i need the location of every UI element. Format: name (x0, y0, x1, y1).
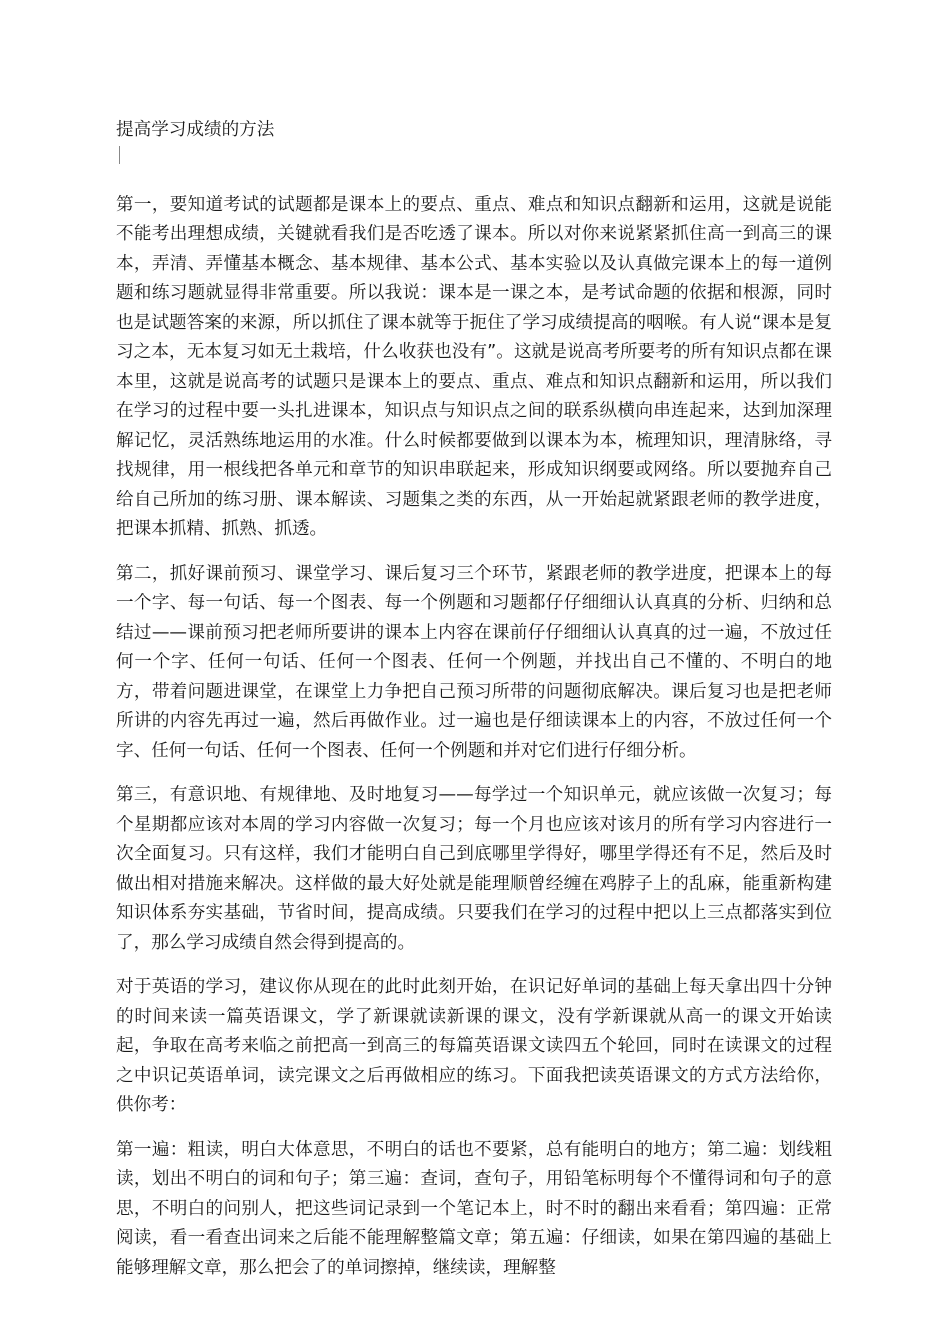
paragraph-4: 对于英语的学习，建议你从现在的此时此刻开始，在识记好单词的基础上每天拿出四十分钟的时间来读一篇英语课文，学了新课就读新课的课文，没有学新课就从高一的课文开始读起，争取在高考来临之前把高一到高三的每篇英语课文读四五个轮回，同时在读课文的过程之中识记英语单词，读完课文之后再做相应的练习。下面我把读英语课文的方式方法给你，供你考： (116, 977, 832, 1115)
paragraph-2: 第二，抓好课前预习、课堂学习、课后复习三个环节，紧跟老师的教学进度，把课本上的每一个字、每一句话、每一个图表、每一个例题和习题都仔仔细细认认真真的分析、归纳和总结过——课前预习把老师所要讲的课本上内容在课前仔仔细细认认真真的过一遍，不放过任何一个字、任何一句话、任何一个图表、任何一个例题，并找出自己不懂的、不明白的地方，带着问题进课堂，在课堂上力争把自己预习所带的问题彻底解决。课后复习也是把老师所讲的内容先再过一遍，然后再做作业。过一遍也是仔细读课本上的内容，不放过任何一个字、任何一句话、任何一个图表、任何一个例题和并对它们进行仔细分析。 (116, 563, 832, 761)
paragraph-1: 第一，要知道考试的试题都是课本上的要点、重点、难点和知识点翻新和运用，这就是说能不能考出理想成绩，关键就看我们是否吃透了课本。所以对你来说紧紧抓住高一到高三的课本，弄清、弄懂基本概念、基本规律、基本公式、基本实验以及认真做完课本上的每一道例题和练习题就显得非常重要。所以我说：课本是一课之本，是考试命题的依据和根源，同时也是试题答案的来源，所以抓住了课本就等于扼住了学习成绩提高的咽喉。有人说“课本是复习之本，无本复习如无土栽培，什么收获也没有”。这就是说高考所要考的所有知识点都在课本里，这就是说高考的试题只是课本上的要点、重点、难点和知识点翻新和运用，所以我们在学习的过程中要一头扎进课本，知识点与知识点之间的联系纵横向串连起来，达到加深理解记忆，灵活熟练地运用的水准。什么时候都要做到以课本为本，梳理知识，理清脉络，寻找规律，用一根线把各单元和章节的知识串联起来，形成知识纲要或网络。所以要抛弃自己给自己所加的练习册、课本解读、习题集之类的东西，从一开始起就紧跟老师的教学进度，把课本抓精、抓熟、抓透。 (116, 194, 832, 539)
document-title: 提高学习成绩的方法 (116, 120, 275, 140)
text-cursor-icon (119, 146, 120, 164)
document-body (116, 116, 832, 1283)
paragraph-3: 第三，有意识地、有规律地、及时地复习——每学过一个知识单元，就应该做一次复习；每个星期都应该对本周的学习内容做一次复习；每一个月也应该对该月的所有学习内容进行一次全面复习。只有这样，我们才能明白自己到底哪里学得好，哪里学得还有不足，然后及时做出相对措施来解决。这样做的最大好处就是能理顺曾经缠在鸡脖子上的乱麻，能重新构建知识体系夯实基础，节省时间，提高成绩。只要我们在学习的过程中把以上三点都落实到位了，那么学习成绩自然会得到提高的。 (116, 785, 832, 953)
paragraph-5: 第一遍：粗读，明白大体意思，不明白的话也不要紧，总有能明白的地方；第二遍：划线粗读，划出不明白的词和句子；第三遍：查词，查句子，用铅笔标明每个不懂得词和句子的意思，不明白的问别人，把这些词记录到一个笔记本上，时不时的翻出来看看；第四遍：正常阅读，看一看查出词来之后能不能理解整篇文章；第五遍：仔细读，如果在第四遍的基础上能够理解文章，那么把会了的单词擦掉，继续读，理解整 (116, 1139, 832, 1278)
